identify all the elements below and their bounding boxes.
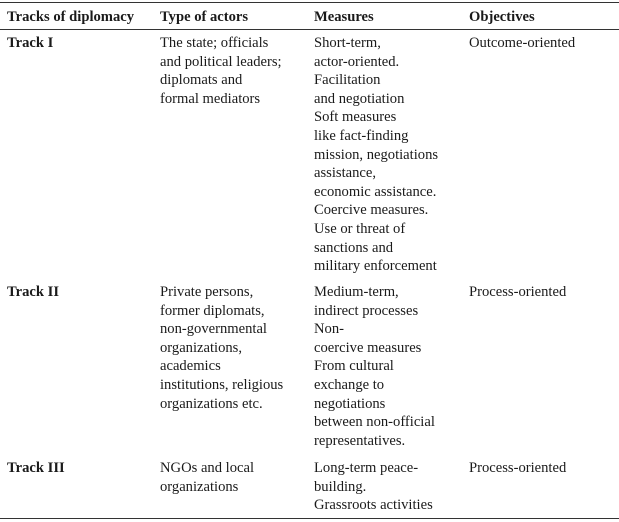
table-bottom-rule: [0, 518, 619, 519]
measures-line: assistance,: [314, 165, 377, 182]
measures-line: Non-: [314, 321, 344, 338]
header-rule: [0, 29, 619, 30]
measures-line: between non-official: [314, 414, 435, 431]
measures-line: actor-oriented.: [314, 53, 400, 70]
table-top-rule: [0, 2, 619, 3]
row-track-1: Track I: [7, 35, 54, 51]
measures-line: indirect processes: [314, 302, 419, 319]
measures-line: military enforcement: [314, 258, 437, 275]
header-measures: Measures: [314, 9, 374, 25]
actors-line: The state; officials: [160, 35, 269, 51]
measures-line: Grassroots activities: [314, 497, 433, 514]
row-measures-3: [314, 459, 433, 515]
measures-line: like fact-finding: [314, 127, 409, 144]
measures-line: coercive measures: [314, 339, 422, 356]
row-actors-2: [160, 283, 283, 413]
measures-line: Soft measures: [314, 109, 397, 126]
actors-line: organizations: [160, 478, 239, 495]
actors-line: diplomats and: [160, 72, 243, 89]
measures-line: exchange to: [314, 376, 385, 393]
measures-line: From cultural: [314, 358, 394, 375]
row-measures-1: [314, 34, 438, 276]
actors-line: non-governmental: [160, 321, 267, 338]
actors-line: organizations,: [160, 339, 243, 356]
measures-line: Facilitation: [314, 72, 381, 89]
row-objective-1: Outcome-oriented: [469, 35, 576, 51]
measures-line: Short-term,: [314, 35, 381, 51]
row-objective-2: Process-oriented: [469, 284, 567, 300]
measures-line: economic assistance.: [314, 183, 437, 200]
actors-line: formal mediators: [160, 90, 261, 107]
row-actors-3: [160, 459, 254, 496]
actors-line: organizations etc.: [160, 395, 263, 412]
measures-line: Use or threat of: [314, 220, 406, 237]
measures-line: sanctions and: [314, 239, 394, 256]
header-actors: Type of actors: [160, 9, 249, 25]
actors-line: academics: [160, 358, 221, 375]
measures-line: negotiations: [314, 395, 386, 412]
header-objectives: Objectives: [469, 9, 535, 25]
row-actors-1: [160, 34, 282, 108]
measures-line: mission, negotiations: [314, 146, 439, 163]
measures-line: Medium-term,: [314, 284, 399, 300]
actors-line: Private persons,: [160, 284, 254, 300]
header-tracks: Tracks of diplomacy: [7, 9, 135, 25]
row-measures-2: [314, 283, 435, 450]
actors-line: NGOs and local: [160, 460, 255, 476]
row-track-3: Track III: [7, 460, 65, 476]
measures-line: representatives.: [314, 432, 406, 449]
actors-line: institutions, religious: [160, 376, 284, 393]
actors-line: and political leaders;: [160, 53, 282, 70]
actors-line: former diplomats,: [160, 302, 265, 319]
row-track-2: Track II: [7, 284, 60, 300]
measures-line: Long-term peace-: [314, 460, 419, 476]
measures-line: and negotiation: [314, 90, 405, 107]
measures-line: building.: [314, 478, 367, 495]
row-objective-3: Process-oriented: [469, 460, 567, 476]
measures-line: Coercive measures.: [314, 202, 429, 219]
